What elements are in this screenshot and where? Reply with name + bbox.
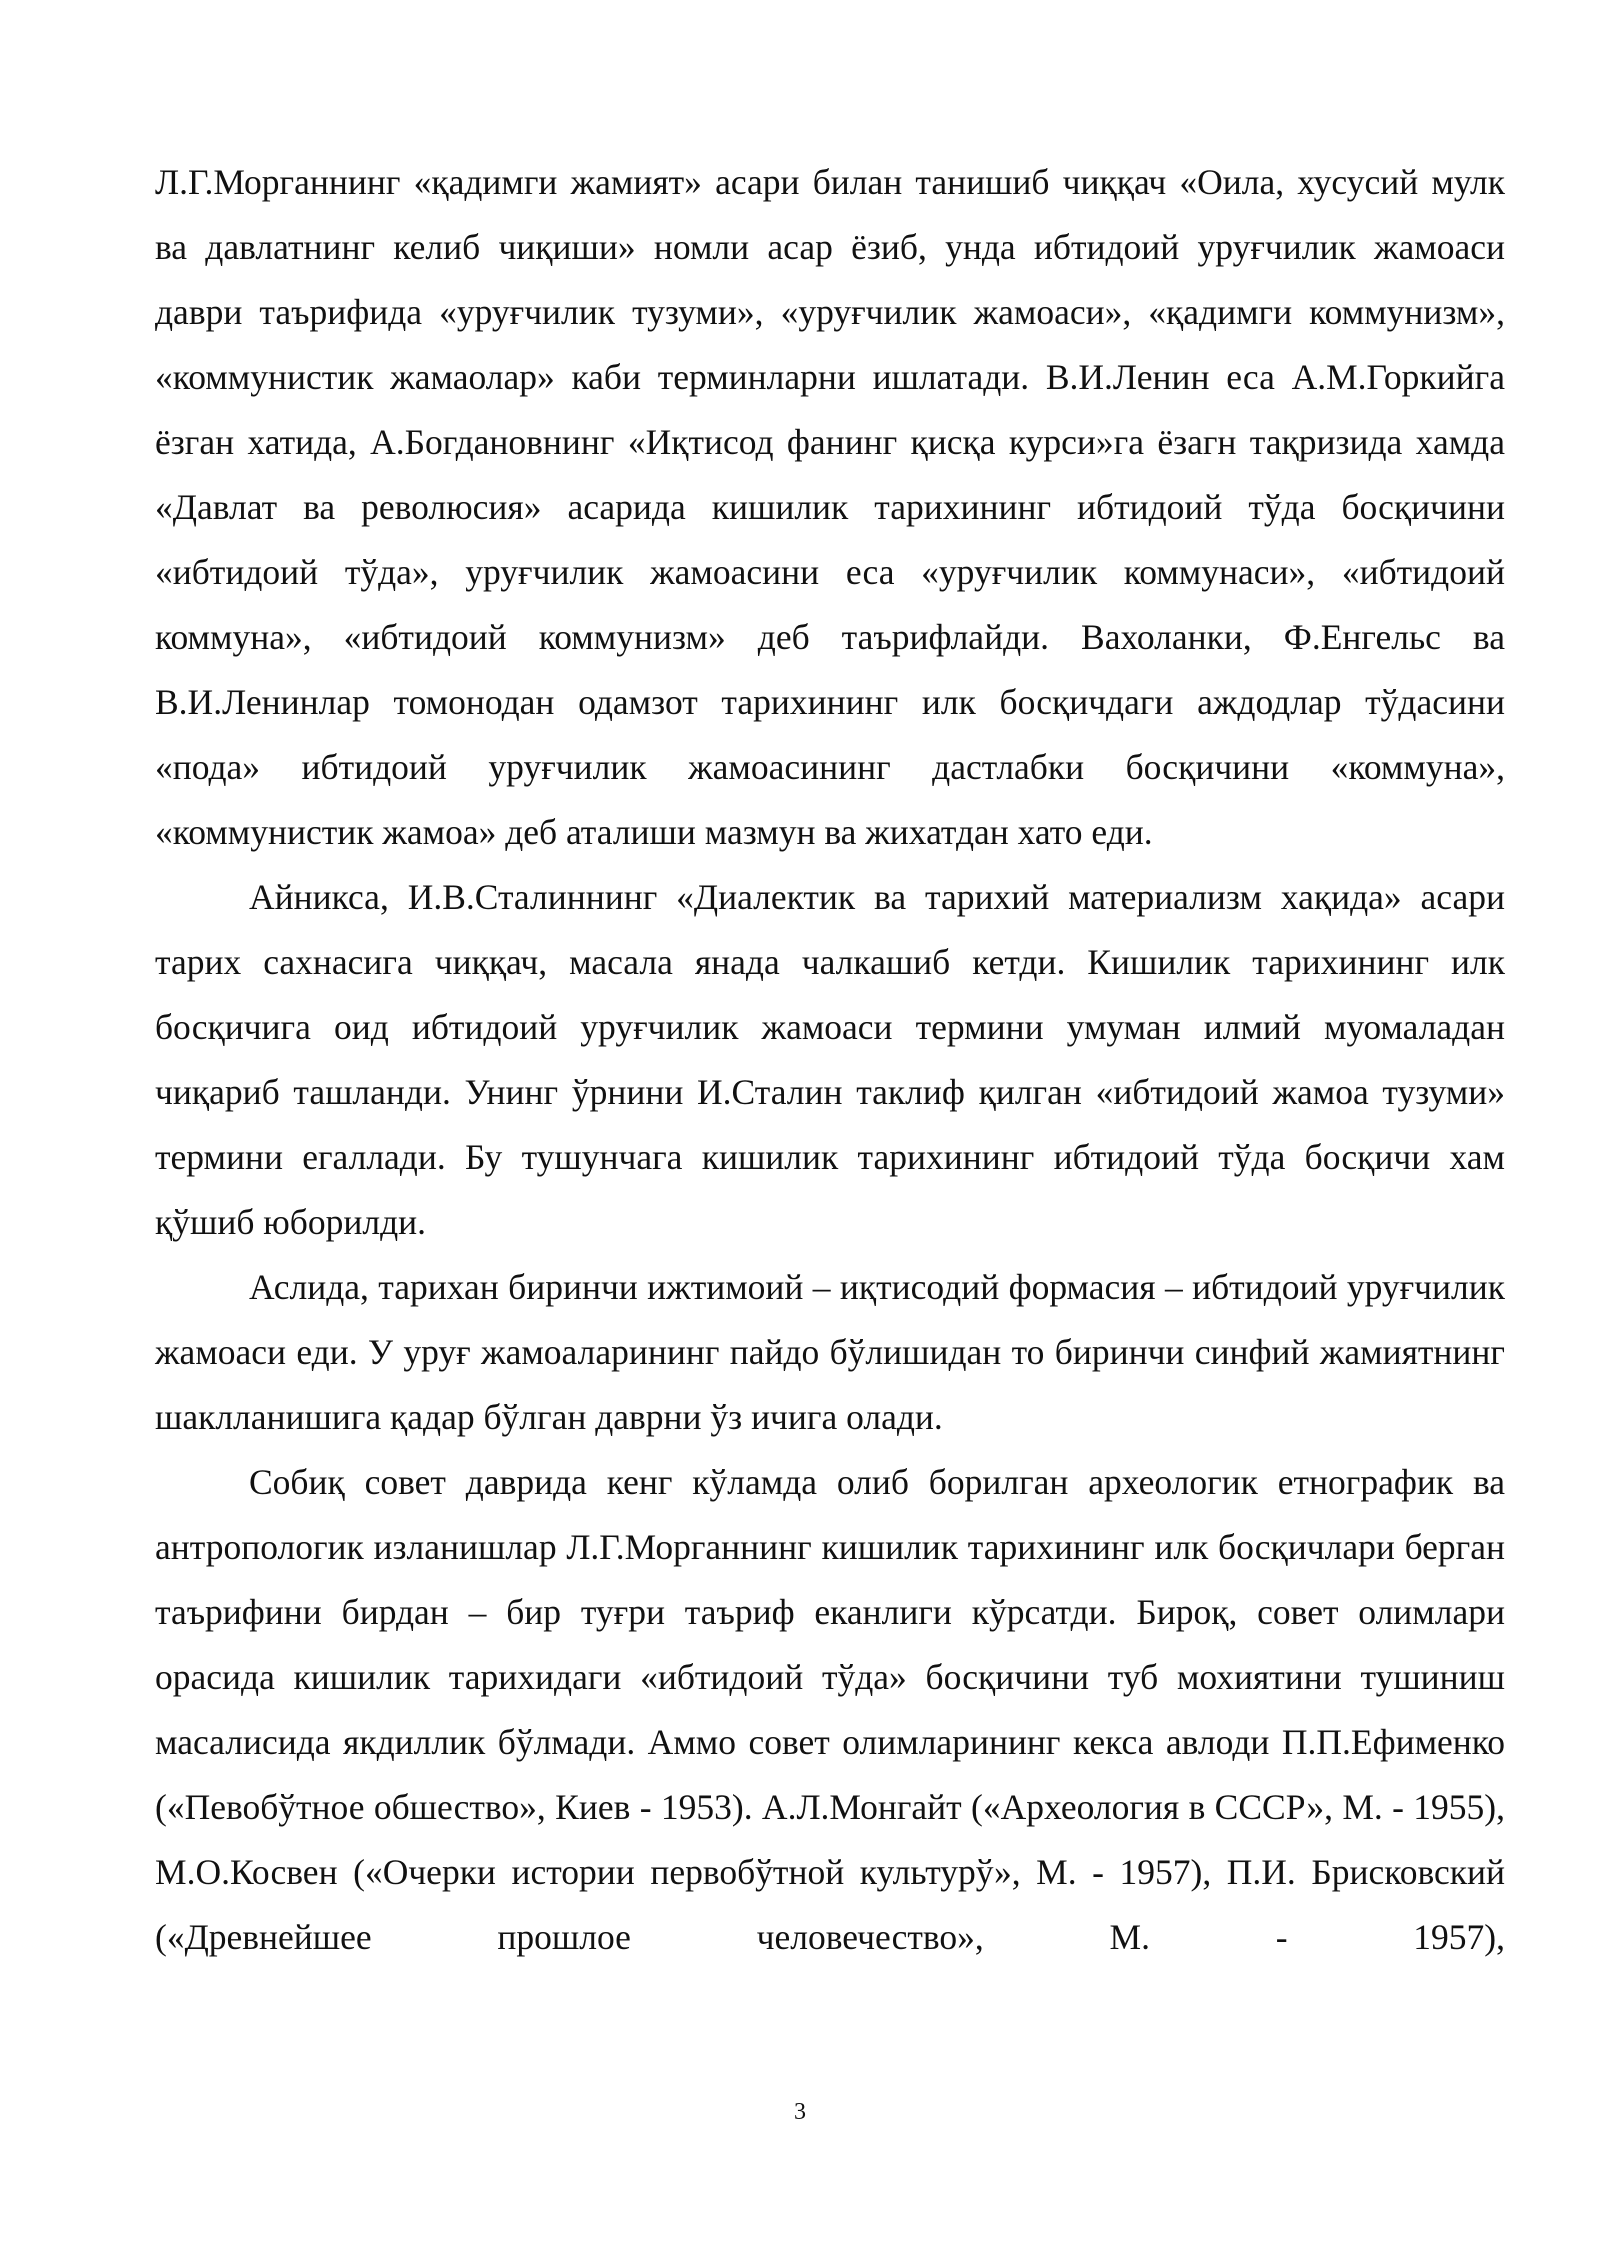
document-body	[155, 150, 1505, 1970]
paragraph-1: Л.Г.Морганнинг «қадимги жамият» асари билан танишиб чиққач «Оила, хусусий мулк ва давлатнинг келиб чиқиши» номли асар ёзиб, унда ибтидоий уруғчилик жамоаси даври таърифида «уруғчилик тузуми», «уруғчилик жамоаси», «қадимги коммунизм», «коммунистик жамаолар» каби терминларни ишлатади. В.И.Ленин еса А.М.Горкийга ёзган хатида, А.Богдановнинг «Иқтисод фанинг қисқа курси»га ёзагн тақризида хамда «Давлат ва революсия» асарида кишилик тарихининг ибтидоий тўда босқичини «ибтидоий тўда», уруғчилик жамоасини еса «уруғчилик коммунаси», «ибтидоий коммуна», «ибтидоий коммунизм» деб таърифлайди. Вахоланки, Ф.Енгельс ва В.И.Ленинлар томонодан одамзот тарихининг илк босқичдаги аждодлар тўдасини «пода» ибтидоий уруғчилик жамоасининг дастлабки босқичини «коммуна», «коммунистик жамоа» деб аталиши мазмун ва жихатдан хато еди.	[155, 162, 1505, 852]
paragraph-4: Собиқ совет даврида кенг кўламда олиб борилган археологик етнографик ва антропологик изланишлар Л.Г.Морганнинг кишилик тарихининг илк босқичлари берган таърифини бирдан – бир туғри таъриф еканлиги кўрсатди. Бироқ, совет олимлари орасида кишилик тарихидаги «ибтидоий тўда» босқичини туб мохиятини тушиниш масалисида якдиллик бўлмади. Аммо совет олимларининг кекса авлоди П.П.Ефименко («Певобўтное обшество», Киев - 1953). А.Л.Монгайт («Археология в СССР», М. - 1955), М.О.Косвен («Очерки истории первобўтной культурў», М. - 1957), П.И. Брисковский («Древнейшее прошлое человечество», М. - 1957),	[155, 1462, 1505, 1957]
paragraph-3: Аслида, тарихан биринчи ижтимоий – иқтисодий формасия – ибтидоий уруғчилик жамоаси еди. У уруғ жамоаларининг пайдо бўлишидан то биринчи синфий жамиятнинг шаклланишига қадар бўлган даврни ўз ичига олади.	[155, 1267, 1505, 1437]
paragraph-2: Айникса, И.В.Сталиннинг «Диалектик ва тарихий материализм хақида» асари тарих сахнасига чиққач, масала янада чалкашиб кетди. Кишилик тарихининг илк босқичига оид ибтидоий уруғчилик жамоаси термини умуман илмий муомаладан чиқариб ташланди. Унинг ўрнини И.Сталин таклиф қилган «ибтидоий жамоа тузуми» термини егаллади. Бу тушунчага кишилик тарихининг ибтидоий тўда босқичи хам қўшиб юборилди.	[155, 877, 1505, 1242]
page-number: 3	[794, 2099, 806, 2125]
